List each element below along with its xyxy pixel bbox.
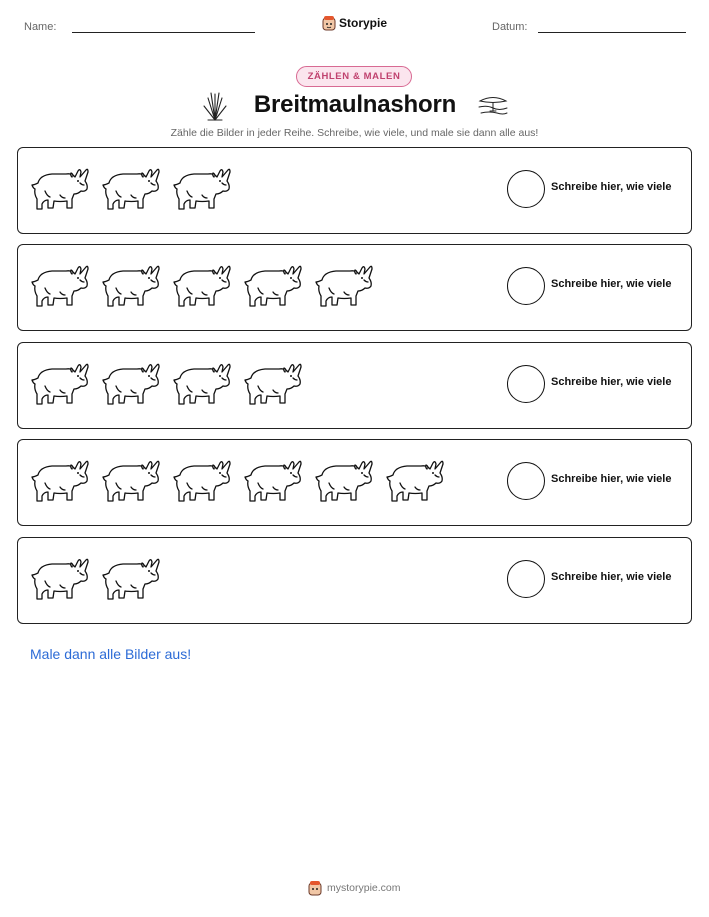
rhino-icon	[385, 455, 446, 507]
name-line[interactable]	[72, 32, 255, 33]
answer-circle[interactable]	[507, 365, 545, 403]
rhino-icon	[101, 553, 162, 605]
rhino-icon	[101, 358, 162, 410]
animal-group	[30, 553, 162, 605]
brand	[322, 13, 387, 33]
title-row	[0, 88, 709, 126]
answer-circle[interactable]	[507, 462, 545, 500]
answer-label: Schreibe hier, wie viele	[551, 473, 672, 485]
rhino-icon	[314, 455, 375, 507]
name-label: Name:	[24, 21, 57, 33]
page-title: Breitmaulnashorn	[253, 91, 457, 118]
rhino-icon	[172, 163, 233, 215]
date-label: Datum:	[492, 21, 528, 33]
animal-group	[30, 455, 446, 507]
rhino-icon	[30, 260, 91, 312]
rhino-icon	[30, 553, 91, 605]
counting-row-3	[17, 342, 692, 429]
rhino-icon	[30, 455, 91, 507]
answer-circle[interactable]	[507, 170, 545, 208]
rhino-icon	[243, 260, 304, 312]
answer-label: Schreibe hier, wie viele	[551, 571, 672, 583]
rhino-icon	[101, 260, 162, 312]
counting-row-5	[17, 537, 692, 624]
rhino-icon	[172, 358, 233, 410]
answer-label: Schreibe hier, wie viele	[551, 376, 672, 388]
counting-row-2	[17, 244, 692, 331]
footer-note: Male dann alle Bilder aus!	[30, 646, 192, 662]
rhino-icon	[172, 260, 233, 312]
animal-group	[30, 358, 304, 410]
counting-row-1	[17, 147, 692, 234]
animal-group	[30, 163, 233, 215]
storypie-logo-icon	[308, 880, 322, 896]
footer-site-url[interactable]: mystorypie.com	[327, 882, 401, 894]
rhino-icon	[243, 358, 304, 410]
answer-label: Schreibe hier, wie viele	[551, 278, 672, 290]
storypie-logo-icon	[322, 15, 336, 31]
counting-row-4	[17, 439, 692, 526]
savanna-icon	[477, 93, 509, 117]
date-line[interactable]	[538, 32, 686, 33]
answer-label: Schreibe hier, wie viele	[551, 181, 672, 193]
rhino-icon	[101, 455, 162, 507]
rhino-icon	[172, 455, 233, 507]
grass-icon	[202, 90, 228, 122]
category-badge: ZÄHLEN & MALEN	[296, 66, 412, 87]
rhino-icon	[243, 455, 304, 507]
rhino-icon	[30, 358, 91, 410]
answer-circle[interactable]	[507, 560, 545, 598]
animal-group	[30, 260, 375, 312]
answer-circle[interactable]	[507, 267, 545, 305]
brand-name: Storypie	[339, 16, 388, 30]
instruction-text: Zähle die Bilder in jeder Reihe. Schreibe, wie viele, und male sie dann alle aus!	[170, 127, 539, 139]
rhino-icon	[30, 163, 91, 215]
rhino-icon	[314, 260, 375, 312]
rhino-icon	[101, 163, 162, 215]
footer-site	[308, 879, 401, 897]
